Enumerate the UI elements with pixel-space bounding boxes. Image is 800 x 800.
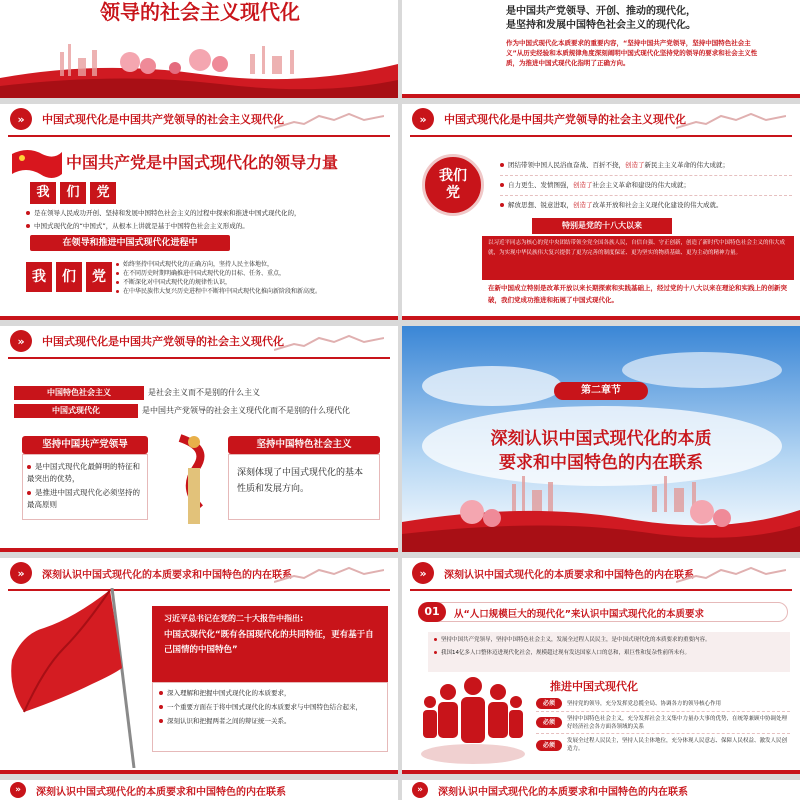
bottom-bar <box>0 316 398 320</box>
arrow-icon: » <box>10 330 32 352</box>
char-box: 我 <box>30 182 56 204</box>
list-item: 我国14亿多人口整体迈进现代化社会，规模超过现有发达国家人口的总和，艰巨性和复杂性前所未有。 <box>434 648 784 658</box>
slide-9[interactable] <box>0 780 398 800</box>
skyline-decoration <box>0 0 398 98</box>
requirement-row <box>536 712 790 734</box>
chapter-title-2: 要求和中国特色的内在联系 <box>499 453 703 473</box>
flag-icon <box>4 588 144 768</box>
section-title: 从“人口规模巨大的现代化”来认识中国式现代化的本质要求 <box>454 609 704 620</box>
arrow-icon: » <box>412 782 428 798</box>
tag-label: 中国式现代化 <box>14 404 138 418</box>
great-wall-icon <box>676 564 786 586</box>
list-item: 坚持中国共产党领导，坚持中国特色社会主义，发展全过程人民民主，是中国式现代化的本质要求的重要内容。 <box>434 635 784 645</box>
box-title: 坚持中国共产党领导 <box>22 436 148 454</box>
list-item: 团结带领中国人民浴血奋战、百折不挠，创造了新民主主义革命的伟大成就； <box>500 156 792 176</box>
list-item: 深入理解和把握中国式现代化的本质要求， <box>159 687 381 699</box>
summary-line-2: 是坚持和发展中国特色社会主义的现代化。 <box>506 20 696 31</box>
banner: 在领导和推进中国式现代化进程中 <box>30 235 230 251</box>
slide-title: 领导的社会主义现代化 <box>100 0 300 24</box>
tag-label: 中国特色社会主义 <box>14 386 144 400</box>
slide-header <box>402 780 800 800</box>
section-number: 01 <box>418 602 446 622</box>
list-item: 一个重要方面在于将中国式现代化的本质要求与中国特色结合起来， <box>159 701 381 713</box>
tag-desc: 是社会主义而不是别的什么主义 <box>148 388 260 397</box>
arrow-icon: » <box>10 562 32 584</box>
arrow-icon: » <box>412 108 434 130</box>
list-item: 不断深化对中国式现代化的规律性认识， <box>116 278 392 287</box>
bullet-text: 是在领导人民成功开创、坚持和发展中国特色社会主义的过程中探索和推进中国式现代化的， <box>34 209 301 217</box>
header-rule <box>8 135 390 137</box>
flag-icon <box>8 144 64 184</box>
big-title: 中国共产党是中国式现代化的领导力量 <box>66 153 339 172</box>
great-wall-icon <box>274 564 384 586</box>
great-wall-icon <box>274 110 384 132</box>
header-text: 中国式现代化是中国共产党领导的社会主义现代化 <box>42 113 284 126</box>
achievement-list <box>500 156 792 215</box>
chapter-badge: 第二章节 <box>554 382 648 400</box>
summary-paragraph: 作为中国式现代化本质要求的重要内容，“坚持中国共产党领导，坚持中国特色社会主义”从历史经验和本质规律角度深刻阐明中国式现代化坚持党的领导的要求和社会主义性质，为推进中国式现代化指明了正确方向。 <box>506 39 758 67</box>
slide-6[interactable] <box>402 326 800 552</box>
must-tag: 必须 <box>536 740 562 751</box>
bullet-text: 中国式现代化的“中国式”，从根本上讲就是基于中国特色社会主义形成的。 <box>34 222 249 230</box>
header-text: 中国式现代化是中国共产党领导的社会主义现代化 <box>42 335 284 348</box>
list-item: 在中华民族伟大复兴历史进程中不断将中国式现代化推向新阶段和新高度。 <box>116 287 392 296</box>
box-title: 坚持中国特色社会主义 <box>228 436 380 454</box>
arrow-icon: » <box>10 782 26 798</box>
header-text: 深刻认识中国式现代化的本质要求和中国特色的内在联系 <box>444 569 694 581</box>
char-box: 们 <box>60 182 86 204</box>
list-item: 始终坚持中国式现代化的正确方向，坚持人民主体地位， <box>116 260 392 269</box>
bottom-bar <box>402 316 800 320</box>
must-tag: 必须 <box>536 717 562 728</box>
bottom-bar <box>402 94 800 98</box>
list-item: 深刻认识和把握两者之间的辩证统一关系。 <box>159 715 381 727</box>
slide-2[interactable] <box>402 0 800 98</box>
list-item: 自力更生、发愤图强，创造了社会主义革命和建设的伟大成就； <box>500 176 792 196</box>
char-row-2 <box>26 262 112 292</box>
slide-3[interactable] <box>0 104 398 320</box>
items-list <box>116 260 392 296</box>
tag-desc: 是中国共产党领导的社会主义现代化而不是别的什么现代化 <box>142 406 350 415</box>
char-box: 我 <box>26 262 52 292</box>
list-item: 是中国式现代化最鲜明的特征和最突出的优势， <box>27 462 140 483</box>
char-row-1 <box>30 182 116 204</box>
bottom-bar <box>0 770 398 774</box>
header-text: 中国式现代化是中国共产党领导的社会主义现代化 <box>444 113 686 126</box>
slide-5[interactable] <box>0 326 398 552</box>
quote-points <box>152 682 388 752</box>
ribbon-icon <box>160 428 220 528</box>
chapter-title-1: 深刻认识中国式现代化的本质 <box>490 429 712 449</box>
box-2 <box>228 454 380 520</box>
people-icon <box>418 674 528 764</box>
char-box: 党 <box>90 182 116 204</box>
must-tag: 必须 <box>536 698 562 709</box>
slide-7[interactable] <box>0 558 398 774</box>
header-rule <box>410 589 792 591</box>
box-1 <box>22 454 148 520</box>
slide-8[interactable] <box>402 558 800 774</box>
header-text: 深刻认识中国式现代化的本质要求和中国特色的内在联系 <box>438 786 688 798</box>
slide-header <box>0 780 398 800</box>
slide-10[interactable] <box>402 780 800 800</box>
arrow-icon: » <box>10 108 32 130</box>
sub-title: 推进中国式现代化 <box>550 680 638 693</box>
quote-text: 中国式现代化“既有各国现代化的共同特征，更有基于自己国情的中国特色” <box>164 630 374 655</box>
list-item: 是推进中国式现代化必须坚持的最高原则 <box>27 488 140 509</box>
char-box: 们 <box>56 262 82 292</box>
great-wall-icon <box>274 332 384 354</box>
summary-line-1: 是中国共产党领导、开创、推动的现代化， <box>506 6 696 17</box>
requirement-row <box>536 734 790 756</box>
slide-4[interactable] <box>402 104 800 320</box>
requirement-text: 坚持党的领导，充分发挥党总揽全局、协调各方的领导核心作用 <box>567 700 722 707</box>
quote-box <box>152 606 388 682</box>
header-text: 深刻认识中国式现代化的本质要求和中国特色的内在联系 <box>42 569 292 581</box>
bottom-bar <box>0 548 398 552</box>
bullet-1 <box>26 208 392 219</box>
header-rule <box>8 357 390 359</box>
bottom-bar <box>402 770 800 774</box>
great-wall-icon <box>676 110 786 132</box>
list-item: 在不同历史时期明确推进中国式现代化的目标、任务、重点， <box>116 269 392 278</box>
circle-badge: 我们党 <box>422 154 484 216</box>
requirements <box>536 696 790 756</box>
slide-1[interactable] <box>0 0 398 98</box>
list-item: 解放思想、锐意进取，创造了改革开放和社会主义现代化建设的伟大成就。 <box>500 196 792 215</box>
char-box: 党 <box>86 262 112 292</box>
header-rule <box>410 135 792 137</box>
banner: 特别是党的十八大以来 <box>532 218 672 234</box>
requirement-text: 发展全过程人民民主，坚持人民主体地位，充分体现人民意志、保障人民权益、激发人民创造力。 <box>567 738 788 752</box>
requirement-row <box>536 696 790 712</box>
intro-box <box>428 632 790 672</box>
arrow-icon: » <box>412 562 434 584</box>
requirement-text: 坚持中国特色社会主义，充分发挥社会主义集中力量办大事的优势，在统筹兼顾中协调处理好经济社会各方面各领域的关系 <box>567 715 788 730</box>
bullet-2 <box>26 221 392 232</box>
highlight-text: 以习近平同志为核心的党中央团结带领全党全国各族人民，自信自强、守正创新，创造了新时代中国特色社会主义的伟大成就，为实现中华民族伟大复兴提供了更为完善的制度保证、更为坚实的物质基础、更为主动的精神力量。 <box>488 240 786 256</box>
conclusion-text: 在新中国成立特别是改革开放以来长期探索和实践基础上，经过党的十八大以来在理论和实践上的创新突破，我们党成功推进和拓展了中国式现代化。 <box>488 284 787 304</box>
quote-intro: 习近平总书记在党的二十大报告中指出: <box>164 614 304 623</box>
header-text: 深刻认识中国式现代化的本质要求和中国特色的内在联系 <box>36 786 286 798</box>
box-text: 深刻体现了中国式现代化的基本性质和发展方向。 <box>237 468 364 494</box>
